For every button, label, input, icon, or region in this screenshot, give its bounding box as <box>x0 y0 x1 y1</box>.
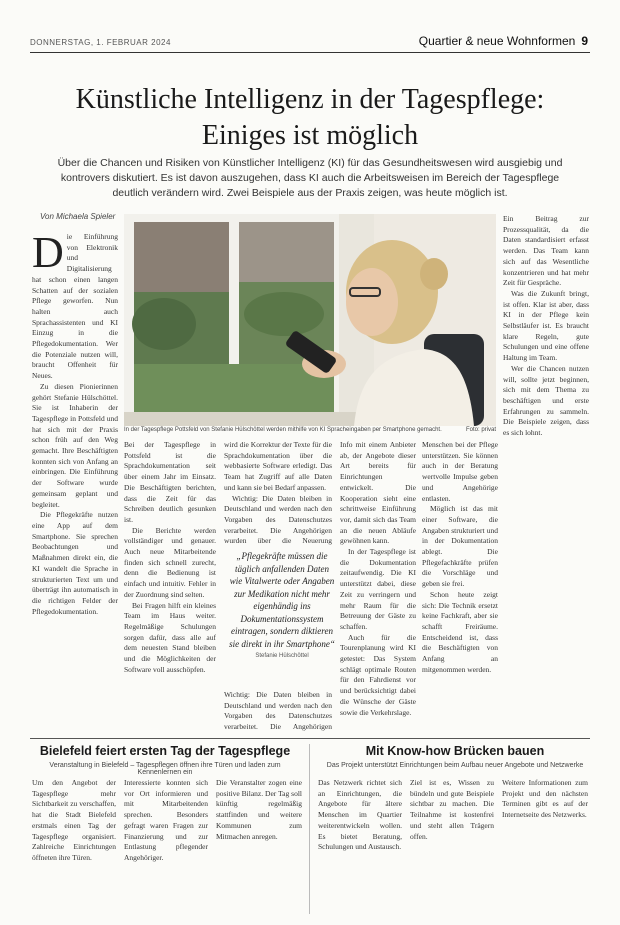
drop-cap: D <box>32 232 64 277</box>
paragraph: Menschen bei der Pflege unterstützen. Sie können auch in der Beratung wertvolle Impulse geben und Angehörige entlasten. <box>422 440 498 503</box>
pull-quote <box>228 550 336 659</box>
photo-woman-smartphone <box>124 214 496 426</box>
pull-quote-source: Stefanie Hülschöttel <box>255 653 309 659</box>
bottom-left-column-1: Um den Angebot der Tagespflege mehr Sichtbarkeit zu verschaffen, hat die Stadt Bielefeld erstmals einen Tag der Tagespflege organisiert. Zahlreiche Einrichtungen öffneten ihre Türen. <box>32 778 116 862</box>
bottom-left-column-2: Interessierte konnten sich vor Ort informieren und mit Mitarbeitenden sprechen. Besonders gefragt waren Fragen zur Finanzierung und zur Entlastung pflegender Angehöriger. <box>124 778 208 862</box>
paragraph: Was die Zukunft bringt, ist offen. Klar ist aber, dass KI in der Pflege kein Selbstläufer ist. Es braucht klare Regeln, gute Schulungen und eine offene Haltung im Team. <box>503 288 589 363</box>
paragraph: Bei der Tagespflege in Pottsfeld ist die Sprachdokumentation seit über einem Jahr im Einsatz. Die Beschäftigten berichten, dass die Zeit für das Schreiben deutlich gesunken ist. <box>124 440 216 524</box>
bottom-left-subline: Veranstaltung in Bielefeld – Tagespflegen öffnen ihre Türen und laden zum Kennenlernen ein <box>49 762 281 776</box>
photo-caption <box>124 427 496 433</box>
article-column-5 <box>422 440 498 732</box>
paragraph: Wichtig: Die Daten bleiben in Deutschland und werden nach den Vorgaben des Datenschutzes verarbeitet. Die Angehörigen <box>224 690 332 732</box>
bottom-divider <box>309 744 310 914</box>
section-header <box>419 34 588 48</box>
paragraph: Info mit einem Anbieter ab, der Angebote dieser Art bereits für Einrichtungen entwickelt. Die Kooperation sieht eine schrittweise Einführung vor, damit sich das Team an die neuen Abläufe gewöhnen kann. <box>340 440 416 546</box>
bottom-right-column-3: Weitere Informationen zum Projekt und den nächsten Terminen gibt es auf der Internetseite des Netzwerks. <box>502 778 588 820</box>
paragraph: Die Berichte werden vollständiger und genauer. Auch neue Mitarbeitende finden sich schnell zurecht, denn die Bedienung ist einfach und intuitiv. Fehler in der Zuordnung sind selten. <box>124 525 216 599</box>
paragraph: ie Einführung von Elektronik und Digitalisierung hat schon einen langen Schatten auf der sozialen Pflege geworfen. Nun halten auch Sprachassistenten und KI Einzug in die Pflegedokumentation. Wer die Potenziale nutzen will, braucht Offenheit für Neues. <box>32 232 118 381</box>
bottom-right-column-1: Das Netzwerk richtet sich an Einrichtungen, die Angebote für ältere Menschen im Quartier weiterentwickeln wollen. Es bietet Beratung, Schulungen und Austausch. <box>318 778 402 852</box>
section-rule <box>30 738 590 739</box>
header-rule <box>30 52 590 53</box>
issue-date: DONNERSTAG, 1. FEBRUAR 2024 <box>30 38 171 47</box>
bottom-right-headline: Mit Know-how Brücken bauen <box>365 744 545 758</box>
paragraph: Die Pflegekräfte nutzen eine App auf dem Smartphone. Sie sprechen Beobachtungen und Maßnahmen direkt ein, die KI wandelt die Sprache in strukturierten Text um und überträgt ihn automatisch in die richtigen Felder der Pflegedokumentation. <box>32 510 118 616</box>
paragraph: Bei Fragen hilft ein kleines Team im Haus weiter. Regelmäßige Schulungen sorgen dafür, dass alle auf dem neuesten Stand bleiben und die Möglichkeiten der Software voll ausschöpfen. <box>124 600 216 674</box>
article-column-2 <box>124 440 216 732</box>
paragraph: Möglich ist das mit einer Software, die Angaben strukturiert und in der Dokumentation ablegt. Die Pflegefachkräfte prüfen die Vorschläge und geben sie frei. <box>422 504 498 589</box>
article-title: Künstliche Intelligenz in der Tagespflege: Einiges ist möglich <box>75 84 545 151</box>
section-title: Quartier & neue Wohnformen <box>418 34 576 48</box>
photo-credit: Foto: privat <box>465 427 496 433</box>
article-column-6 <box>503 214 589 734</box>
article-lead: Über die Chancen und Risiken von Künstlicher Intelligenz (KI) für das Gesundheitswesen wird ausgiebig und kontrovers diskutiert. Es ist davon auszugehen, dass KI auch die Arbeitsweisen im Bereich der Tagespflege deutlich verändern wird. Zwei Beispiele aus der Praxis zeigen, was heute möglich ist. <box>57 157 563 199</box>
page-number: 9 <box>581 34 588 48</box>
bottom-left-headline: Bielefeld feiert ersten Tag der Tagespflege <box>39 744 291 758</box>
article-column-4 <box>340 440 416 732</box>
article-column-1 <box>32 232 118 732</box>
paragraph: Ein Beitrag zur Prozessqualität, da die Daten standardisiert erfasst werden. Das Team kann sich auf das Wesentliche konzentrieren und hat mehr Zeit für Gespräche. <box>503 214 589 288</box>
pull-quote-text: „Pflegekräfte müssen die täglich anfallenden Daten wie Vitalwerte oder Angaben zur Medikation nicht mehr eigenhändig ins Dokumentationssystem eintragen, sondern diktieren sie direkt in ihr Smartphone“ <box>229 551 335 649</box>
paragraph: wird die Korrektur der Texte für die Sprachdokumentation über die webbasierte Software erledigt. Das Team hat Zugriff auf alle Daten und kann sie bei Bedarf anpassen. <box>224 440 332 492</box>
paragraph: In der Tagespflege ist die Dokumentation zeitaufwendig. Die KI unterstützt dabei, diese Zeit zu verringern und mehr Raum für die Betreuung der Gäste zu schaffen. <box>340 547 416 631</box>
paragraph: Auch für die Tourenplanung wird KI getestet: Das System schlägt optimale Routen für den Fahrdienst vor und berücksichtigt dabei die Wünsche der Gäste sowie die Verkehrslage. <box>340 632 416 717</box>
author-line: Von Michaela Spieler <box>40 212 116 221</box>
paragraph: Zu diesen Pionierinnen gehört Stefanie Hülschöttel. Sie ist Inhaberin der Tagespflege in Pottsfeld und hat sich mit der Praxis schon früh auf den Weg gemacht. Ihre Beschäftigten konnten sich von Anfang an einbringen. Die Einführung der Software wurde gemeinsam geplant und begleitet. <box>32 381 118 509</box>
bottom-left-column-3: Die Veranstalter zogen eine positive Bilanz. Der Tag soll künftig regelmäßig stattfinden und weitere Kommunen zum Mitmachen anregen. <box>216 778 302 841</box>
article-column-3 <box>224 440 332 545</box>
paragraph: Wichtig: Die Daten bleiben in Deutschland und werden nach den Vorgaben des Datenschutzes verarbeitet. Die Angehörigen wurden über die Neuerung <box>224 493 332 545</box>
paragraph: Wer die Chancen nutzen will, sollte jetzt beginnen, sich mit dem Thema zu beschäftigen und erste Erfahrungen zu sammeln. Die Beispiele zeigen, dass es sich lohnt. <box>503 363 589 438</box>
bottom-right-column-2: Ziel ist es, Wissen zu bündeln und gute Beispiele sichtbar zu machen. Die Teilnahme ist kostenfrei und steht allen Trägern offen. <box>410 778 494 841</box>
article-column-3-end <box>224 690 332 732</box>
paragraph: Schon heute zeigt sich: Die Technik ersetzt keine Fachkraft, aber sie schafft Freiräume. Entscheidend ist, dass die Beschäftigten von Anfang an mitgenommen werden. <box>422 589 498 674</box>
article-photo <box>124 214 496 426</box>
caption-text: In der Tagespflege Pottsfeld von Stefanie Hülschöttel werden mithilfe von KI Spracheingaben per Smartphone gemacht. <box>124 427 442 433</box>
bottom-right-subline: Das Projekt unterstützt Einrichtungen beim Aufbau neuer Angebote und Netzwerke <box>326 762 584 769</box>
